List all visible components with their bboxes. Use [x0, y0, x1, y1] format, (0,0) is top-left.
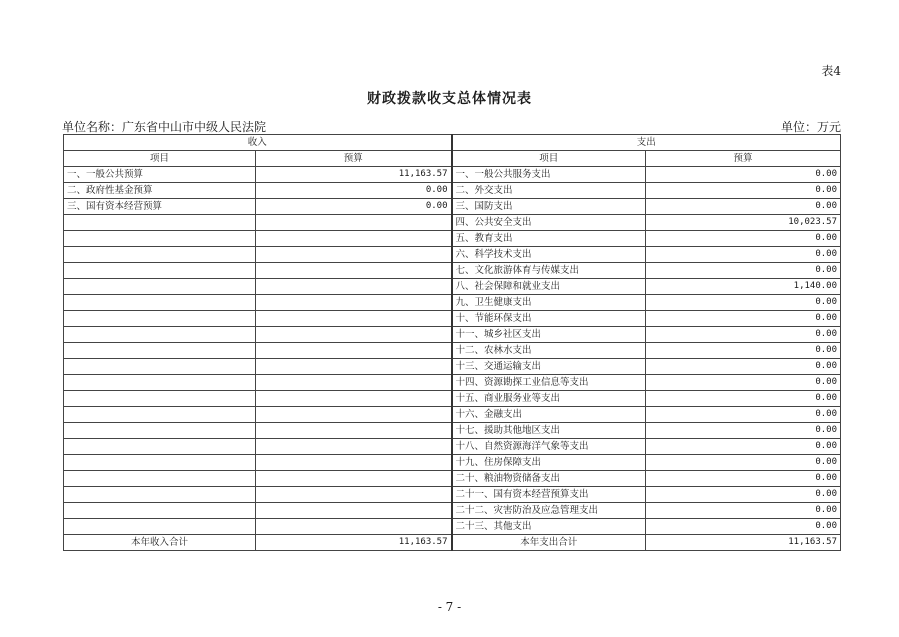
expense-item-cell: 十、节能环保支出 — [452, 311, 646, 327]
income-value-cell — [256, 343, 452, 359]
table-row — [64, 391, 841, 407]
table-row — [64, 183, 841, 199]
expense-item-cell: 十八、自然资源海洋气象等支出 — [452, 439, 646, 455]
expense-item-cell: 十九、住房保障支出 — [452, 455, 646, 471]
expense-item-cell: 十一、城乡社区支出 — [452, 327, 646, 343]
expense-item-cell: 十四、资源勘探工业信息等支出 — [452, 375, 646, 391]
income-item-header: 项目 — [64, 151, 256, 167]
table-row — [64, 407, 841, 423]
income-item-cell — [64, 263, 256, 279]
income-value-cell — [256, 375, 452, 391]
expense-item-cell: 二十、粮油物资储备支出 — [452, 471, 646, 487]
table-row — [64, 519, 841, 535]
income-item-cell — [64, 375, 256, 391]
income-item-cell: 三、国有资本经营预算 — [64, 199, 256, 215]
table-row — [64, 231, 841, 247]
income-item-cell: 一、一般公共预算 — [64, 167, 256, 183]
expense-item-cell: 十五、商业服务业等支出 — [452, 391, 646, 407]
table-row — [64, 311, 841, 327]
expense-value-cell: 0.00 — [646, 343, 841, 359]
expense-budget-header: 预算 — [646, 151, 841, 167]
income-value-cell — [256, 247, 452, 263]
expense-item-cell: 十三、交通运输支出 — [452, 359, 646, 375]
expense-value-cell: 0.00 — [646, 487, 841, 503]
expense-value-cell: 0.00 — [646, 519, 841, 535]
expense-value-cell: 0.00 — [646, 407, 841, 423]
expense-value-cell: 0.00 — [646, 199, 841, 215]
table-row — [64, 423, 841, 439]
income-item-cell — [64, 295, 256, 311]
income-header: 收入 — [64, 135, 452, 151]
expense-value-cell: 0.00 — [646, 375, 841, 391]
expense-value-cell: 0.00 — [646, 183, 841, 199]
income-value-cell — [256, 215, 452, 231]
income-budget-header: 预算 — [256, 151, 452, 167]
income-item-cell — [64, 519, 256, 535]
income-total-value: 11,163.57 — [256, 535, 452, 551]
unit-name: 单位名称：广东省中山市中级人民法院 — [62, 120, 267, 134]
expense-item-cell: 十二、农林水支出 — [452, 343, 646, 359]
expense-item-cell: 二十一、国有资本经营预算支出 — [452, 487, 646, 503]
expense-item-cell: 三、国防支出 — [452, 199, 646, 215]
income-value-cell — [256, 471, 452, 487]
income-value-cell: 11,163.57 — [256, 167, 452, 183]
table-row — [64, 503, 841, 519]
expense-total-value: 11,163.57 — [646, 535, 841, 551]
column-header-row — [64, 151, 841, 167]
income-item-cell — [64, 231, 256, 247]
income-value-cell — [256, 519, 452, 535]
income-item-cell — [64, 279, 256, 295]
expense-value-cell: 0.00 — [646, 295, 841, 311]
table-tag: 表4 — [821, 64, 841, 78]
income-value-cell — [256, 423, 452, 439]
income-item-cell — [64, 311, 256, 327]
expense-value-cell: 0.00 — [646, 167, 841, 183]
expense-value-cell: 0.00 — [646, 359, 841, 375]
currency-unit: 单位：万元 — [780, 120, 841, 134]
expense-item-cell: 五、教育支出 — [452, 231, 646, 247]
income-item-cell: 二、政府性基金预算 — [64, 183, 256, 199]
table-row — [64, 247, 841, 263]
expense-value-cell: 0.00 — [646, 311, 841, 327]
income-value-cell — [256, 263, 452, 279]
expense-item-cell: 十六、金融支出 — [452, 407, 646, 423]
expense-item-cell: 二十二、灾害防治及应急管理支出 — [452, 503, 646, 519]
expense-value-cell: 0.00 — [646, 423, 841, 439]
income-item-cell — [64, 407, 256, 423]
income-value-cell: 0.00 — [256, 199, 452, 215]
expense-value-cell: 0.00 — [646, 455, 841, 471]
expense-item-cell: 七、文化旅游体育与传媒支出 — [452, 263, 646, 279]
table-body — [64, 167, 841, 535]
income-value-cell — [256, 359, 452, 375]
income-value-cell — [256, 439, 452, 455]
income-item-cell — [64, 391, 256, 407]
expense-value-cell: 0.00 — [646, 503, 841, 519]
expense-item-cell: 四、公共安全支出 — [452, 215, 646, 231]
income-item-cell — [64, 215, 256, 231]
totals-row — [64, 535, 841, 551]
income-item-cell — [64, 471, 256, 487]
budget-table — [63, 134, 841, 551]
expense-value-cell: 0.00 — [646, 471, 841, 487]
income-value-cell — [256, 327, 452, 343]
expense-value-cell: 0.00 — [646, 263, 841, 279]
income-value-cell — [256, 231, 452, 247]
expense-value-cell: 0.00 — [646, 327, 841, 343]
expense-item-cell: 六、科学技术支出 — [452, 247, 646, 263]
expense-value-cell: 0.00 — [646, 391, 841, 407]
income-item-cell — [64, 503, 256, 519]
expense-item-header: 项目 — [452, 151, 646, 167]
table-row — [64, 375, 841, 391]
expense-value-cell: 0.00 — [646, 231, 841, 247]
income-value-cell: 0.00 — [256, 183, 452, 199]
table-row — [64, 295, 841, 311]
income-value-cell — [256, 407, 452, 423]
expense-value-cell: 10,023.57 — [646, 215, 841, 231]
table-row — [64, 215, 841, 231]
income-item-cell — [64, 439, 256, 455]
page-title: 财政拨款收支总体情况表 — [367, 91, 532, 107]
income-item-cell — [64, 423, 256, 439]
expense-total-label: 本年支出合计 — [452, 535, 646, 551]
table-row — [64, 487, 841, 503]
table-row — [64, 359, 841, 375]
expense-item-cell: 二、外交支出 — [452, 183, 646, 199]
income-item-cell — [64, 343, 256, 359]
table-row — [64, 327, 841, 343]
income-value-cell — [256, 503, 452, 519]
section-header-row — [64, 135, 841, 151]
expense-value-cell: 0.00 — [646, 247, 841, 263]
income-value-cell — [256, 295, 452, 311]
expense-value-cell: 0.00 — [646, 439, 841, 455]
table-row — [64, 343, 841, 359]
table-row — [64, 263, 841, 279]
expense-item-cell: 九、卫生健康支出 — [452, 295, 646, 311]
income-item-cell — [64, 455, 256, 471]
table-row — [64, 439, 841, 455]
expense-item-cell: 二十三、其他支出 — [452, 519, 646, 535]
table-row — [64, 471, 841, 487]
table-row — [64, 279, 841, 295]
expense-item-cell: 八、社会保障和就业支出 — [452, 279, 646, 295]
table-row — [64, 199, 841, 215]
table-row — [64, 455, 841, 471]
expense-header: 支出 — [452, 135, 841, 151]
income-item-cell — [64, 247, 256, 263]
expense-item-cell: 一、一般公共服务支出 — [452, 167, 646, 183]
income-value-cell — [256, 279, 452, 295]
expense-value-cell: 1,140.00 — [646, 279, 841, 295]
income-value-cell — [256, 487, 452, 503]
income-value-cell — [256, 455, 452, 471]
income-total-label: 本年收入合计 — [64, 535, 256, 551]
expense-item-cell: 十七、援助其他地区支出 — [452, 423, 646, 439]
income-item-cell — [64, 487, 256, 503]
page-number: - 7 - — [437, 600, 462, 614]
income-value-cell — [256, 391, 452, 407]
table-row — [64, 167, 841, 183]
income-value-cell — [256, 311, 452, 327]
income-item-cell — [64, 327, 256, 343]
income-item-cell — [64, 359, 256, 375]
